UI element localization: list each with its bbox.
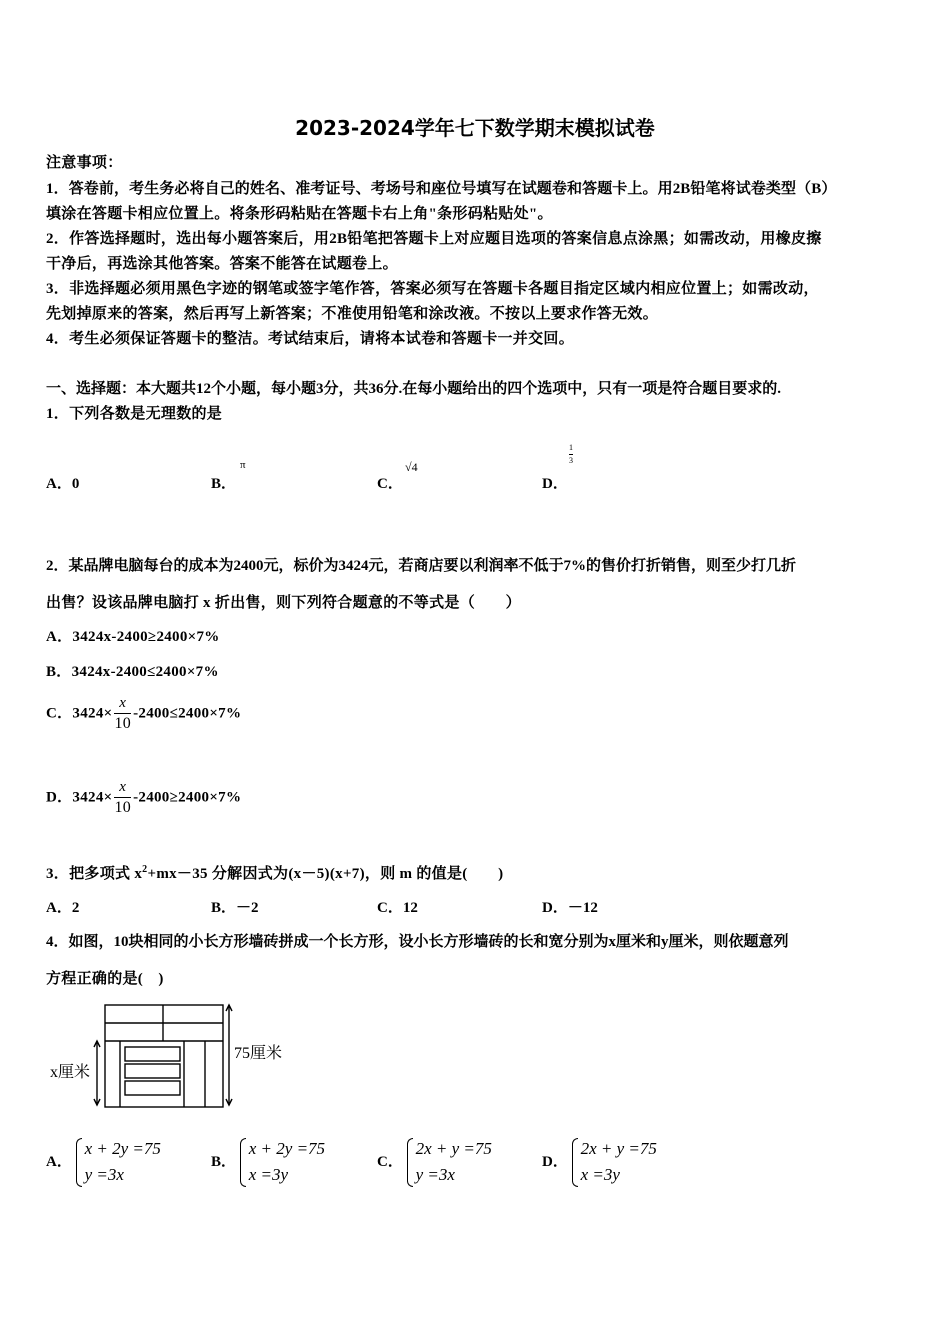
page-title: 2023-2024学年七下数学期末模拟试卷: [295, 116, 655, 140]
q4-a-label: A．: [46, 1153, 72, 1170]
q4-b-eq1: x + 2y =75: [248, 1139, 326, 1158]
q3-stem-b: +mx－35 分解因式为(x－5)(x+7)，则 m 的值是( ): [147, 866, 504, 882]
q2-d-denominator: 10: [114, 799, 132, 816]
q2-stem: 2．某品牌电脑每台的成本为2400元，标价为3424元，若商店要以利润率不低于7%的售价打折销售，则至少打几折: [46, 558, 797, 574]
q2-option-c: [46, 696, 241, 732]
q1-d-denominator: 3: [569, 456, 573, 465]
q4-b-label: B．: [211, 1153, 237, 1170]
notice-heading: 注意事项：: [46, 155, 123, 171]
q4-c-eq2: y =3x: [415, 1165, 455, 1185]
q4-a-eq2: y =3x: [84, 1165, 124, 1185]
q4-option-d: [542, 1136, 657, 1189]
notice-line: 干净后，再选涂其他答案。答案不能答在试题卷上。: [46, 256, 398, 272]
q4-stem: 方程正确的是( ): [46, 971, 164, 987]
q4-b-eq2: x =3y: [248, 1165, 289, 1185]
q1-option-c-expr: √4: [405, 460, 418, 474]
q3-option-d: D．－12: [542, 900, 598, 916]
q4-stem: 4．如图，10块相同的小长方形墙砖拼成一个长方形，设小长方形墙砖的长和宽分别为x厘米和y厘米，则依题意列: [46, 934, 789, 950]
q3-stem: [46, 862, 503, 883]
q2-d-fraction: [114, 780, 131, 816]
q4-d-eq2: x =3y: [580, 1165, 620, 1185]
notice-line: 填涂在答题卡相应位置上。将条形码粘贴在答题卡右上角"条形码粘贴处"。: [46, 206, 553, 222]
q2-c-numerator: x: [119, 695, 127, 711]
q2-c-denominator: 10: [114, 715, 132, 732]
q2-option-a: A．3424x-2400≥2400×7%: [46, 629, 220, 645]
q1-option-d-fraction: [569, 444, 573, 465]
q4-option-a: [46, 1136, 161, 1189]
q4-d-eq1: 2x + y =75: [580, 1139, 657, 1158]
q2-d-suffix: -2400≥2400×7%: [133, 789, 242, 806]
q2-d-numerator: x: [119, 779, 127, 795]
q1-option-d: D．: [542, 476, 568, 492]
figure-x-label: x厘米: [50, 1064, 91, 1081]
figure-small-rect: [125, 1064, 180, 1078]
q4-option-b: [211, 1136, 325, 1189]
q4-d-system: [572, 1136, 657, 1189]
notice-line: 4．考生必须保证答题卡的整洁。考试结束后，请将本试卷和答题卡一并交回。: [46, 331, 575, 347]
q3-stem-a: 3．把多项式 x: [46, 866, 143, 882]
figure-75-label: 75厘米: [234, 1045, 283, 1062]
q2-d-prefix: D．3424×: [46, 789, 113, 806]
q2-stem: 出售？设该品牌电脑打 x 折出售，则下列符合题意的不等式是（ ）: [46, 595, 521, 611]
q3-stem-exponent: 2: [142, 864, 148, 875]
notice-line: 1．答卷前，考生务必将自己的姓名、准考证号、考场号和座位号填写在试题卷和答题卡上。用2B铅笔将试卷类型（B）: [46, 181, 837, 197]
notice-line: 2．作答选择题时，选出每小题答案后，用2B铅笔把答题卡上对应题目选项的答案信息点涂黑；如需改动，用橡皮擦: [46, 231, 822, 247]
q3-option-c: C．12: [377, 900, 418, 916]
figure-small-rect: [125, 1047, 180, 1061]
q4-b-system: [240, 1136, 325, 1189]
notice-line: 3．非选择题必须用黑色字迹的钢笔或签字笔作答，答案必须写在答题卡各题目指定区域内相应位置上；如需改动，: [46, 281, 819, 297]
notice-line: 先划掉原来的答案，然后再写上新答案；不准使用铅笔和涂改液。不按以上要求作答无效。: [46, 306, 659, 322]
q3-option-b: B．－2: [211, 900, 259, 916]
q1-d-numerator: 1: [569, 443, 573, 452]
q4-a-system: [76, 1136, 161, 1189]
q1-option-a: A．0: [46, 476, 80, 492]
q1-option-b: B．: [211, 476, 237, 492]
q1-option-b-expr: π: [240, 459, 246, 471]
q4-c-system: [407, 1136, 492, 1189]
q4-a-eq1: x + 2y =75: [84, 1139, 161, 1158]
q4-c-label: C．: [377, 1153, 403, 1170]
q4-brick-figure: [48, 1000, 298, 1115]
q4-d-label: D．: [542, 1153, 568, 1170]
q2-c-suffix: -2400≤2400×7%: [133, 705, 242, 722]
q3-option-a: A．2: [46, 900, 80, 916]
figure-small-rect: [125, 1081, 180, 1095]
q1-option-c: C．: [377, 476, 403, 492]
q2-c-fraction: [114, 696, 131, 732]
section-heading: 一、选择题：本大题共12个小题，每小题3分，共36分.在每小题给出的四个选项中，只有一项是符合题目要求的.: [46, 381, 782, 397]
q4-option-c: [377, 1136, 492, 1189]
q2-c-prefix: C．3424×: [46, 705, 113, 722]
q2-option-b: B．3424x-2400≤2400×7%: [46, 664, 219, 680]
q4-c-eq1: 2x + y =75: [415, 1139, 492, 1158]
q2-option-d: [46, 780, 241, 816]
q1-stem: 1．下列各数是无理数的是: [46, 406, 223, 422]
